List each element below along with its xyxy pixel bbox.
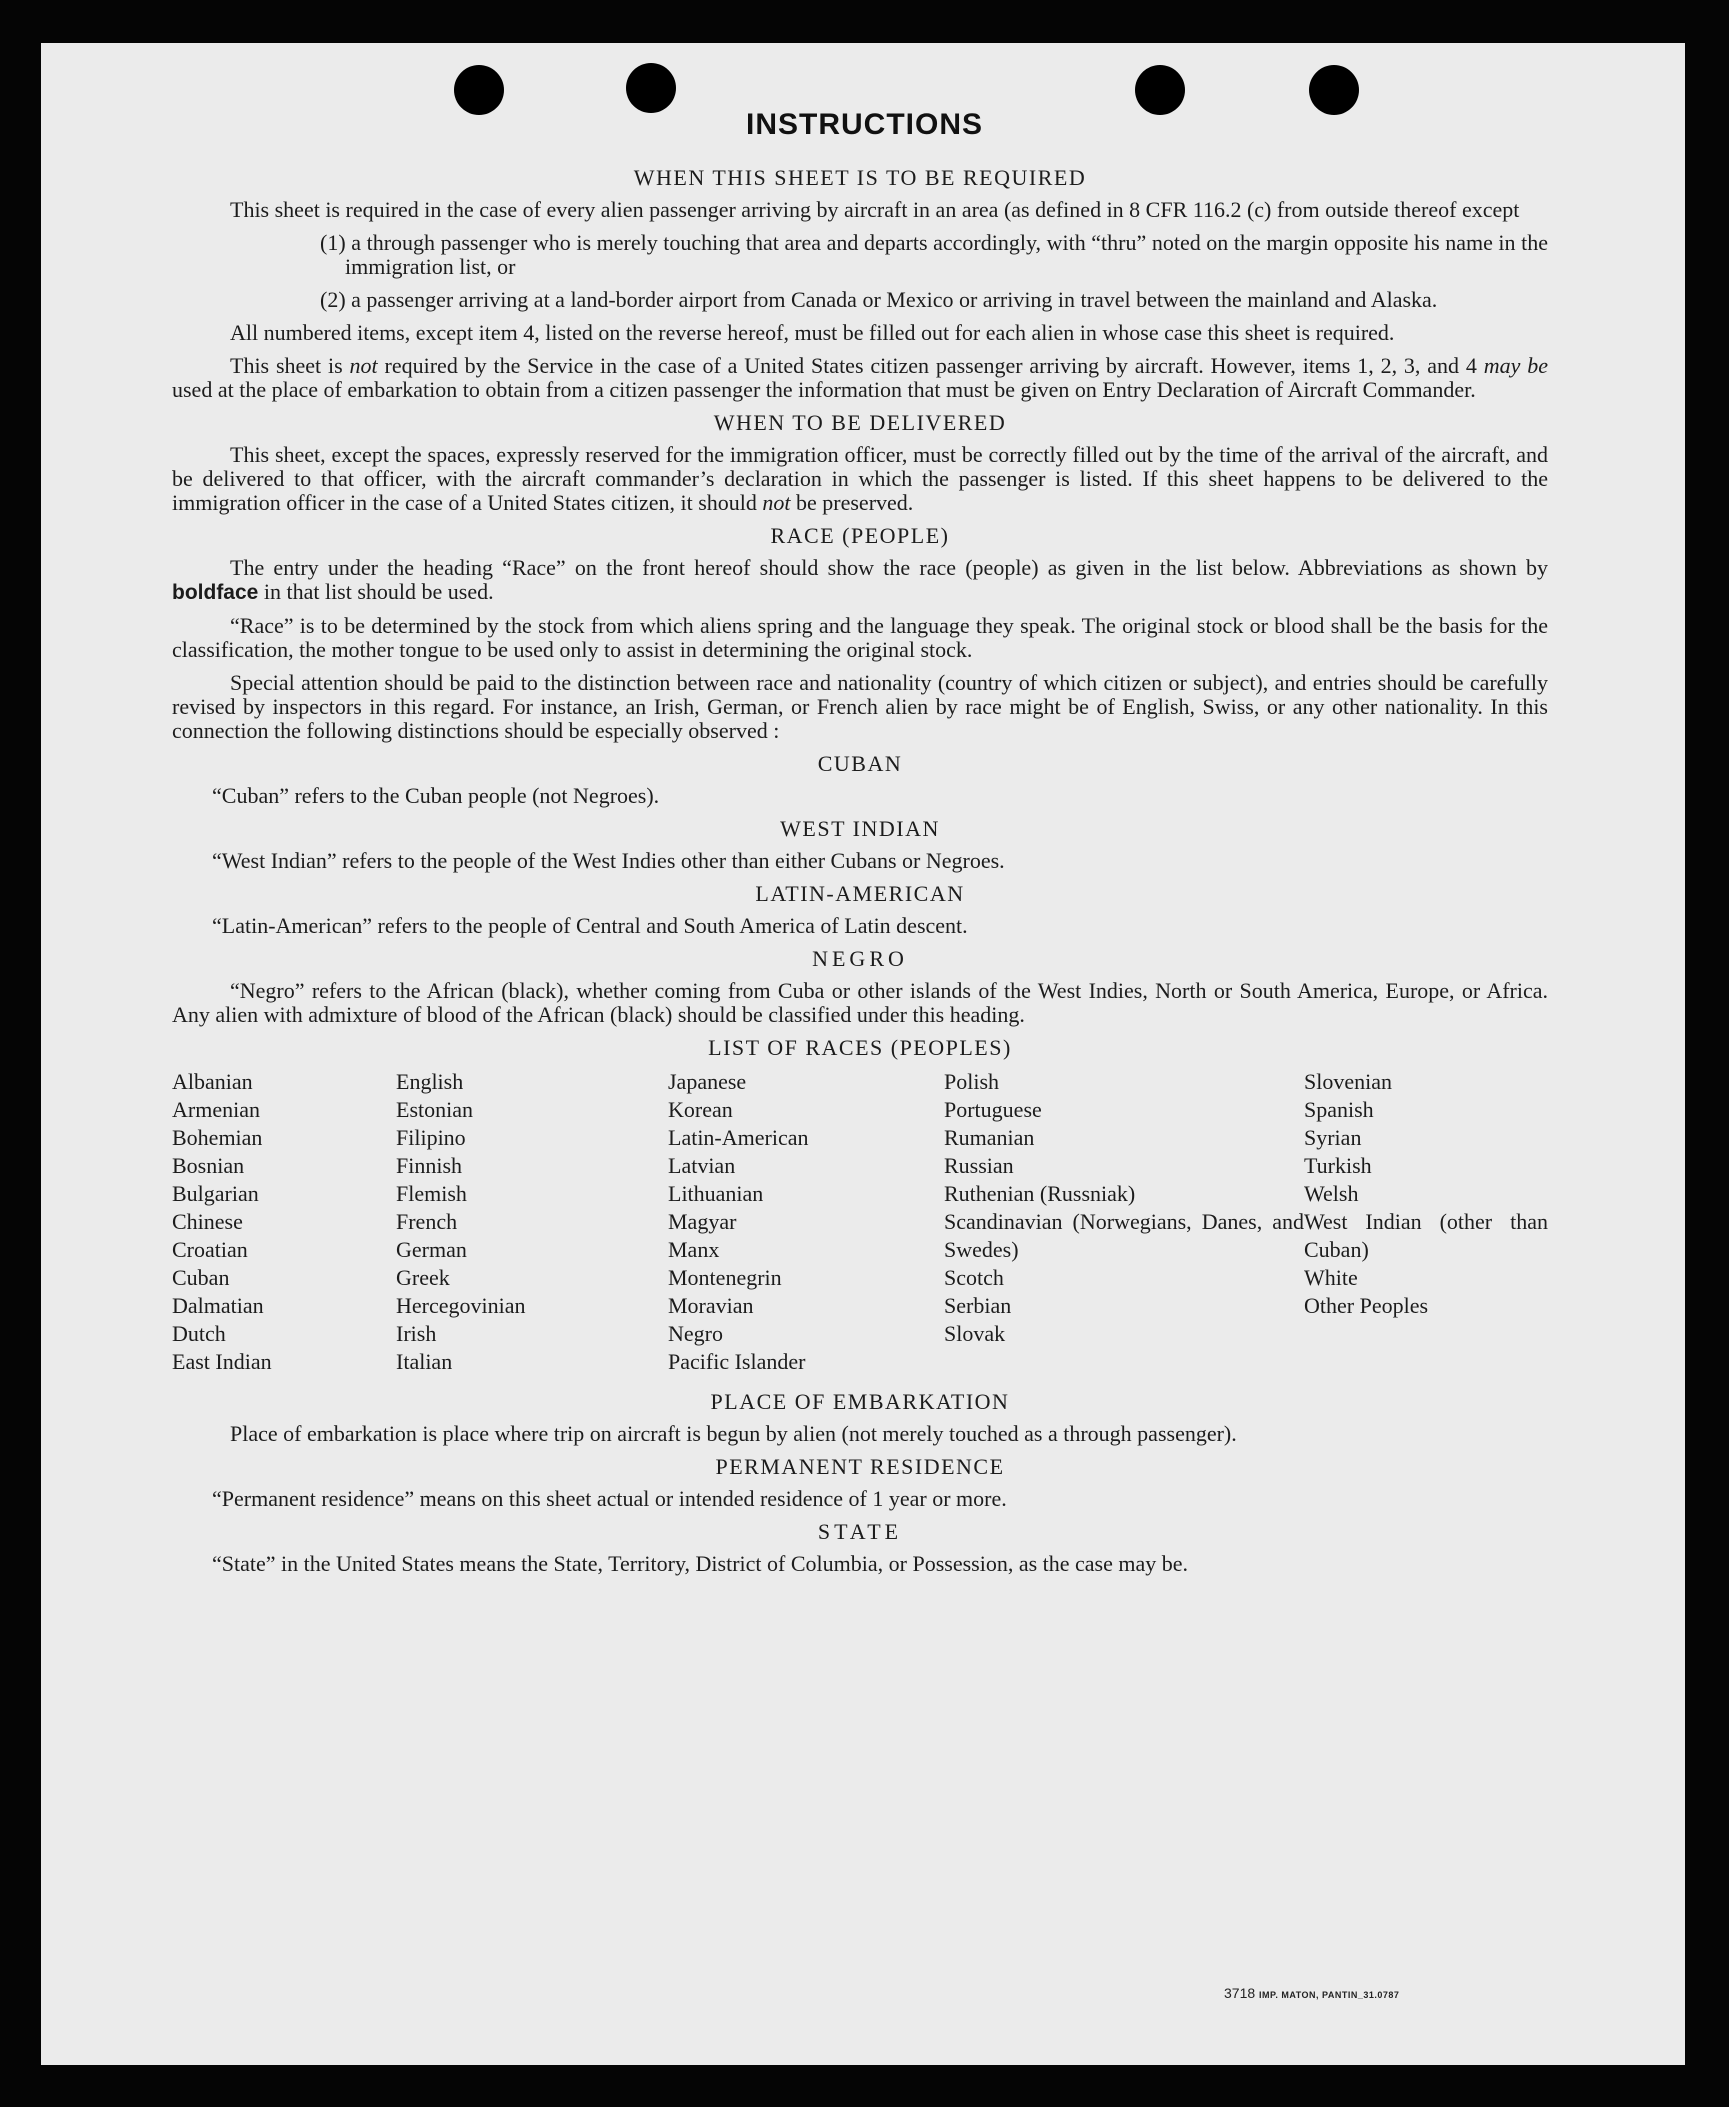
race-entry: Cuban: [172, 1265, 230, 1290]
race-entry: Finnish: [396, 1153, 463, 1178]
race-entry: Slovenian: [1304, 1069, 1392, 1094]
race-column: [172, 1068, 396, 1376]
race-entry: Russian: [944, 1153, 1014, 1178]
race-entry: German: [396, 1237, 467, 1262]
paragraph: “Cuban” refers to the Cuban people (not Negroes).: [212, 783, 660, 808]
race-column: [1304, 1068, 1548, 1376]
race-entry: English: [396, 1069, 464, 1094]
paragraph: This sheet, except the spaces, expressly reserved for the immigration officer, must be correctly filled out by the time of the arrival of the aircraft, and be delivered to that officer, with the aircraft commander’s declaration in which the passenger is listed. If this sheet happens to be delivered to the immigration officer in the case of a United States citizen, it should not be preserved.: [172, 442, 1548, 515]
instructions-body: [172, 160, 1548, 1585]
race-entry: Estonian: [396, 1097, 473, 1122]
paragraph: “Permanent residence” means on this sheet actual or intended residence of 1 year or more.: [212, 1486, 1007, 1511]
section-heading: PLACE OF EMBARKATION: [710, 1389, 1010, 1414]
section-heading: WHEN THIS SHEET IS TO BE REQUIRED: [633, 165, 1087, 190]
race-entry: Greek: [396, 1265, 450, 1290]
printer-mark: IMP. MATON, PANTIN_31.0787: [1259, 1990, 1400, 2000]
paragraph: “Race” is to be determined by the stock from which aliens spring and the language they speak. The original stock or blood shall be the basis for the classification, the mother tongue to be used only to assist in determining the original stock.: [172, 613, 1548, 662]
punch-hole: [626, 63, 676, 113]
race-entry: Bohemian: [172, 1125, 263, 1150]
paragraph: Special attention should be paid to the distinction between race and nationality (country of which citizen or subject), and entries should be carefully revised by inspectors in this regard. For instance, an Irish, German, or French alien by race might be of English, Swiss, or any other nationality. In this connection the following distinctions should be especially observed :: [172, 670, 1548, 743]
race-entry: Syrian: [1304, 1125, 1362, 1150]
race-entry: Ruthenian (Russniak): [944, 1181, 1136, 1206]
form-number: 3718 IMP. MATON, PANTIN_31.0787: [1224, 1985, 1400, 2001]
race-entry: Moravian: [668, 1293, 754, 1318]
paragraph: Place of embarkation is place where trip on aircraft is begun by alien (not merely touched as a through passenger).: [230, 1421, 1237, 1446]
race-entry: Japanese: [668, 1069, 747, 1094]
race-entry: Welsh: [1304, 1181, 1359, 1206]
race-entry: Portuguese: [944, 1097, 1042, 1122]
race-entry: Italian: [396, 1349, 453, 1374]
race-entry: Magyar: [668, 1209, 737, 1234]
paragraph: All numbered items, except item 4, listed on the reverse hereof, must be filled out for each alien in whose case this sheet is required.: [230, 320, 1395, 345]
paragraph: “West Indian” refers to the people of the West Indies other than either Cubans or Negroes.: [212, 848, 1005, 873]
section-heading: WEST INDIAN: [780, 816, 940, 841]
race-entry: Other Peoples: [1304, 1293, 1429, 1318]
race-entry: Negro: [668, 1321, 723, 1346]
race-column: [396, 1068, 668, 1376]
race-entry: Bulgarian: [172, 1181, 259, 1206]
race-entry: East Indian: [172, 1349, 272, 1374]
race-entry: Irish: [396, 1321, 437, 1346]
race-entry: Dutch: [172, 1321, 226, 1346]
race-entry: Flemish: [396, 1181, 467, 1206]
race-entry: Armenian: [172, 1097, 260, 1122]
section-heading: LATIN-AMERICAN: [755, 881, 965, 906]
race-entry: Korean: [668, 1097, 733, 1122]
section-heading: RACE (PEOPLE): [770, 523, 950, 548]
section-heading: LIST OF RACES (PEOPLES): [708, 1035, 1012, 1060]
page-title: INSTRUCTIONS: [746, 108, 983, 141]
race-column: [944, 1068, 1304, 1376]
race-column: [668, 1068, 944, 1376]
race-entry: Montenegrin: [668, 1265, 782, 1290]
paragraph: “Negro” refers to the African (black), whether coming from Cuba or other islands of the West Indies, North or South America, Europe, or Africa. Any alien with admixture of blood of the African (black) should be classified under this heading.: [172, 978, 1548, 1027]
race-entry: Latin-American: [668, 1125, 809, 1150]
race-entry: Spanish: [1304, 1097, 1374, 1122]
section-heading: STATE: [817, 1519, 903, 1544]
list-item: (1) a through passenger who is merely touching that area and departs accordingly, with “thru” noted on the margin opposite his name in the immigration list, or: [320, 230, 1548, 279]
race-entry: Chinese: [172, 1209, 243, 1234]
race-entry: West Indian (other than Cuban): [1304, 1209, 1548, 1262]
race-entry: Serbian: [944, 1293, 1012, 1318]
section-heading: WHEN TO BE DELIVERED: [713, 410, 1007, 435]
race-entry: Albanian: [172, 1069, 253, 1094]
race-entry: Latvian: [668, 1153, 736, 1178]
paragraph: “Latin-American” refers to the people of Central and South America of Latin descent.: [212, 913, 968, 938]
section-heading: PERMANENT RESIDENCE: [715, 1454, 1005, 1479]
race-entry: Scandinavian (Norwegians, Danes, and Swedes): [944, 1209, 1304, 1262]
paragraph: The entry under the heading “Race” on the front hereof should show the race (people) as given in the list below. Abbreviations as shown by boldface in that list should be used.: [172, 555, 1548, 604]
race-entry: Scotch: [944, 1265, 1004, 1290]
race-entry: Slovak: [944, 1321, 1006, 1346]
race-entry: Dalmatian: [172, 1293, 264, 1318]
race-entry: Turkish: [1304, 1153, 1372, 1178]
race-list: [172, 1068, 1548, 1376]
race-entry: Bosnian: [172, 1153, 245, 1178]
section-heading: NEGRO: [812, 946, 908, 971]
list-item: (2) a passenger arriving at a land-border airport from Canada or Mexico or arriving in travel between the mainland and Alaska.: [320, 287, 1438, 312]
race-entry: Manx: [668, 1237, 720, 1262]
race-entry: Polish: [944, 1069, 1000, 1094]
paragraph: “State” in the United States means the State, Territory, District of Columbia, or Possession, as the case may be.: [212, 1551, 1189, 1576]
race-entry: Pacific Islander: [668, 1349, 806, 1374]
race-entry: Hercegovinian: [396, 1293, 526, 1318]
paragraph: This sheet is required in the case of every alien passenger arriving by aircraft in an area (as defined in 8 CFR 116.2 (c) from outside thereof except: [230, 197, 1520, 222]
race-entry: White: [1304, 1265, 1358, 1290]
race-entry: Filipino: [396, 1125, 466, 1150]
race-entry: Lithuanian: [668, 1181, 764, 1206]
paragraph: This sheet is not required by the Service in the case of a United States citizen passenger arriving by aircraft. However, items 1, 2, 3, and 4 may be used at the place of embarkation to obtain from a citizen passenger the information that must be given on Entry Declaration of Aircraft Commander.: [172, 353, 1548, 402]
race-entry: French: [396, 1209, 458, 1234]
race-entry: Croatian: [172, 1237, 248, 1262]
race-entry: Rumanian: [944, 1125, 1035, 1150]
section-heading: CUBAN: [817, 751, 903, 776]
